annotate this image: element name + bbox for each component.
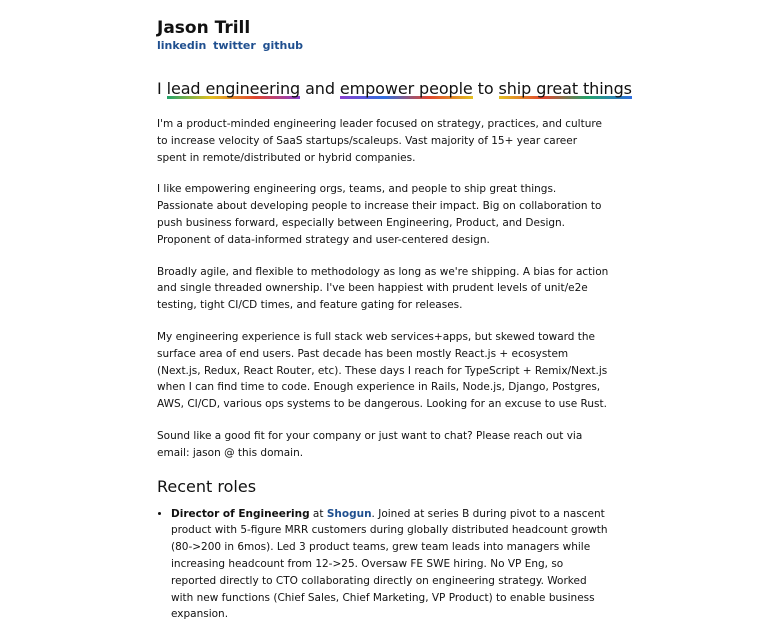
role-item [171,506,609,623]
tagline-highlight-empower-people: empower people [339,79,473,98]
site-owner-name: Jason Trill [157,18,251,38]
intro-paragraph: I'm a product-minded engineering leader focused on strategy, practices, and culture to increase velocity of SaaS startups/scaleups. Vast majority of 15+ year career spent in remote/distributed or hybrid companies. [157,118,602,164]
tagline [157,79,632,99]
tagline-text: to [472,79,499,98]
intro-paragraph: My engineering experience is full stack web services+apps, but skewed toward the surface area of end users. Past decade has been mostly React.js + ecosystem (Next.js, Redux, React Router, etc). These days I reach for TypeScript + Remix/Next.js when I can find time to code. Enough experience in Rails, Node.js, Django, Postgres, AWS, CI/CD, various ops systems to be dangerous. Looking for an excuse to use Rust. [157,330,608,411]
tagline-text: and [300,79,340,98]
site-header [157,0,609,55]
intro-paragraph: Broadly agile, and flexible to methodology as long as we're shipping. A bias for action and single threaded ownership. I've been happiest with prudent levels of unit/e2e testing, tight CI/CD times, and feature gating for releases. [157,265,609,312]
tagline-highlight-lead-engineering: lead engineering [166,79,301,98]
intro-section [157,116,609,462]
intro-paragraph: I like empowering engineering orgs, teams, and people to ship great things. Passionate about developing people to increase their impact. Big on collaboration to push business forward, especially between Engineering, Product, and Design. Proponent of data-informed strategy and user-centered design. [157,183,602,246]
role-description: . Joined at series B during pivot to a nascent product with 5-figure MRR customers during globally distributed headcount growth (80->200 in 6mos). Led 3 product teams, grew team leads into managers while increasing headcount from 12->25. Oversaw FE SWE hiring. No VP Eng, so reported directly to CTO collaborating directly on engineering strategy. Worked with new functions (Chief Sales, Chief Marketing, VP Product) to enable business expansion. [171,507,608,621]
social-links [157,39,609,55]
recent-roles-section [157,477,609,623]
company-link-shogun[interactable]: Shogun [326,507,372,520]
role-title: Director of Engineering [171,507,310,520]
tagline-text: I [157,79,167,98]
twitter-link[interactable]: twitter [213,39,256,52]
linkedin-link[interactable]: linkedin [157,39,207,52]
recent-roles-heading: Recent roles [157,476,257,496]
role-at: at [309,507,327,520]
github-link[interactable]: github [262,39,304,52]
tagline-highlight-ship-great-things: ship great things [498,79,632,98]
page-content [157,0,632,623]
intro-paragraph: Sound like a good fit for your company or just want to chat? Please reach out via email: jason @ this domain. [157,429,583,459]
roles-list [157,506,609,623]
